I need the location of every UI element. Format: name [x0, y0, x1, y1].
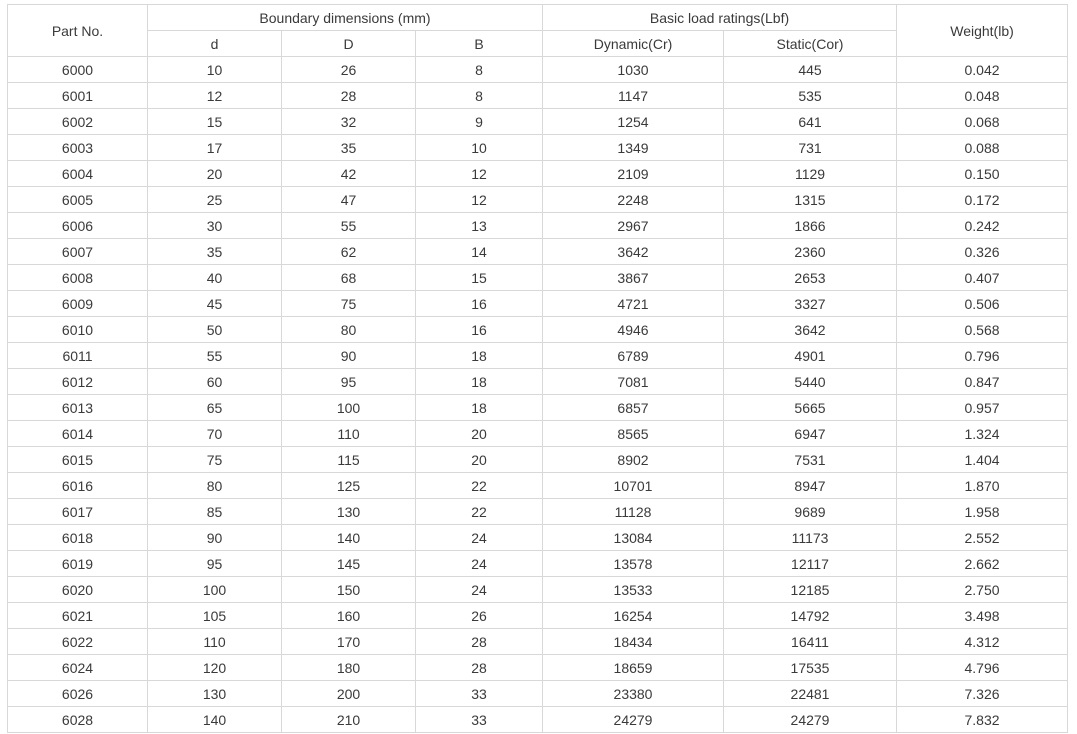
cell-dynamic: 1030 — [543, 57, 724, 83]
cell-dynamic: 1254 — [543, 109, 724, 135]
cell-d: 85 — [148, 499, 282, 525]
cell-static: 1129 — [724, 161, 897, 187]
cell-D: 55 — [282, 213, 416, 239]
cell-B: 28 — [416, 655, 543, 681]
cell-static: 7531 — [724, 447, 897, 473]
cell-weight: 1.958 — [897, 499, 1068, 525]
header-boundary-dimensions: Boundary dimensions (mm) — [148, 5, 543, 31]
cell-part-no: 6017 — [8, 499, 148, 525]
cell-D: 68 — [282, 265, 416, 291]
cell-static: 641 — [724, 109, 897, 135]
cell-weight: 0.150 — [897, 161, 1068, 187]
cell-d: 50 — [148, 317, 282, 343]
cell-weight: 0.957 — [897, 395, 1068, 421]
table-row — [8, 655, 1068, 681]
cell-part-no: 6021 — [8, 603, 148, 629]
cell-d: 55 — [148, 343, 282, 369]
cell-part-no: 6012 — [8, 369, 148, 395]
cell-d: 100 — [148, 577, 282, 603]
cell-static: 445 — [724, 57, 897, 83]
cell-part-no: 6003 — [8, 135, 148, 161]
table-row — [8, 265, 1068, 291]
cell-d: 80 — [148, 473, 282, 499]
cell-dynamic: 18434 — [543, 629, 724, 655]
cell-D: 95 — [282, 369, 416, 395]
header-dynamic: Dynamic(Cr) — [543, 31, 724, 57]
cell-D: 180 — [282, 655, 416, 681]
cell-B: 20 — [416, 447, 543, 473]
cell-D: 47 — [282, 187, 416, 213]
cell-d: 110 — [148, 629, 282, 655]
cell-d: 90 — [148, 525, 282, 551]
cell-dynamic: 4721 — [543, 291, 724, 317]
header-d: d — [148, 31, 282, 57]
cell-dynamic: 10701 — [543, 473, 724, 499]
cell-B: 12 — [416, 161, 543, 187]
cell-dynamic: 2248 — [543, 187, 724, 213]
cell-dynamic: 23380 — [543, 681, 724, 707]
cell-D: 62 — [282, 239, 416, 265]
cell-d: 60 — [148, 369, 282, 395]
cell-B: 10 — [416, 135, 543, 161]
cell-dynamic: 11128 — [543, 499, 724, 525]
cell-weight: 7.326 — [897, 681, 1068, 707]
cell-D: 42 — [282, 161, 416, 187]
cell-static: 4901 — [724, 343, 897, 369]
cell-weight: 0.088 — [897, 135, 1068, 161]
cell-weight: 1.870 — [897, 473, 1068, 499]
cell-D: 125 — [282, 473, 416, 499]
cell-dynamic: 13084 — [543, 525, 724, 551]
cell-B: 33 — [416, 707, 543, 733]
cell-B: 24 — [416, 577, 543, 603]
cell-dynamic: 1147 — [543, 83, 724, 109]
cell-B: 33 — [416, 681, 543, 707]
cell-weight: 0.242 — [897, 213, 1068, 239]
table-row — [8, 161, 1068, 187]
table-row — [8, 499, 1068, 525]
cell-d: 35 — [148, 239, 282, 265]
cell-D: 110 — [282, 421, 416, 447]
cell-dynamic: 18659 — [543, 655, 724, 681]
cell-D: 160 — [282, 603, 416, 629]
cell-part-no: 6015 — [8, 447, 148, 473]
cell-static: 11173 — [724, 525, 897, 551]
cell-B: 16 — [416, 317, 543, 343]
header-B: B — [416, 31, 543, 57]
cell-B: 12 — [416, 187, 543, 213]
cell-d: 130 — [148, 681, 282, 707]
cell-D: 28 — [282, 83, 416, 109]
cell-part-no: 6013 — [8, 395, 148, 421]
cell-weight: 0.568 — [897, 317, 1068, 343]
cell-weight: 4.796 — [897, 655, 1068, 681]
cell-weight: 0.068 — [897, 109, 1068, 135]
cell-D: 90 — [282, 343, 416, 369]
cell-static: 8947 — [724, 473, 897, 499]
table-header — [8, 5, 1068, 57]
cell-weight: 2.662 — [897, 551, 1068, 577]
table-row — [8, 681, 1068, 707]
cell-D: 130 — [282, 499, 416, 525]
cell-part-no: 6009 — [8, 291, 148, 317]
cell-B: 15 — [416, 265, 543, 291]
cell-B: 18 — [416, 343, 543, 369]
cell-D: 32 — [282, 109, 416, 135]
cell-dynamic: 3867 — [543, 265, 724, 291]
cell-D: 35 — [282, 135, 416, 161]
table-row — [8, 57, 1068, 83]
cell-B: 9 — [416, 109, 543, 135]
table-row — [8, 551, 1068, 577]
cell-B: 22 — [416, 473, 543, 499]
cell-dynamic: 8565 — [543, 421, 724, 447]
cell-d: 95 — [148, 551, 282, 577]
cell-weight: 7.832 — [897, 707, 1068, 733]
cell-part-no: 6004 — [8, 161, 148, 187]
header-weight: Weight(lb) — [897, 5, 1068, 57]
header-D: D — [282, 31, 416, 57]
cell-d: 40 — [148, 265, 282, 291]
table-row — [8, 83, 1068, 109]
cell-static: 9689 — [724, 499, 897, 525]
table-row — [8, 707, 1068, 733]
cell-part-no: 6007 — [8, 239, 148, 265]
table-row — [8, 135, 1068, 161]
cell-D: 80 — [282, 317, 416, 343]
cell-static: 16411 — [724, 629, 897, 655]
cell-D: 210 — [282, 707, 416, 733]
table-row — [8, 421, 1068, 447]
cell-d: 10 — [148, 57, 282, 83]
cell-dynamic: 2967 — [543, 213, 724, 239]
cell-D: 150 — [282, 577, 416, 603]
table-row — [8, 629, 1068, 655]
cell-weight: 0.506 — [897, 291, 1068, 317]
table-row — [8, 577, 1068, 603]
cell-B: 13 — [416, 213, 543, 239]
cell-B: 14 — [416, 239, 543, 265]
cell-dynamic: 16254 — [543, 603, 724, 629]
table-row — [8, 213, 1068, 239]
cell-d: 140 — [148, 707, 282, 733]
cell-weight: 0.407 — [897, 265, 1068, 291]
cell-D: 200 — [282, 681, 416, 707]
cell-weight: 3.498 — [897, 603, 1068, 629]
cell-part-no: 6005 — [8, 187, 148, 213]
cell-D: 115 — [282, 447, 416, 473]
cell-part-no: 6011 — [8, 343, 148, 369]
cell-d: 15 — [148, 109, 282, 135]
cell-d: 12 — [148, 83, 282, 109]
header-part-no: Part No. — [8, 5, 148, 57]
cell-d: 45 — [148, 291, 282, 317]
table-row — [8, 291, 1068, 317]
cell-static: 22481 — [724, 681, 897, 707]
header-static: Static(Cor) — [724, 31, 897, 57]
cell-part-no: 6002 — [8, 109, 148, 135]
cell-B: 8 — [416, 57, 543, 83]
table-row — [8, 343, 1068, 369]
cell-d: 120 — [148, 655, 282, 681]
cell-dynamic: 7081 — [543, 369, 724, 395]
cell-static: 5665 — [724, 395, 897, 421]
cell-part-no: 6008 — [8, 265, 148, 291]
cell-static: 6947 — [724, 421, 897, 447]
table-row — [8, 447, 1068, 473]
cell-B: 18 — [416, 395, 543, 421]
table-row — [8, 603, 1068, 629]
cell-part-no: 6019 — [8, 551, 148, 577]
cell-dynamic: 1349 — [543, 135, 724, 161]
header-load-ratings: Basic load ratings(Lbf) — [543, 5, 897, 31]
cell-static: 2360 — [724, 239, 897, 265]
cell-weight: 4.312 — [897, 629, 1068, 655]
cell-part-no: 6010 — [8, 317, 148, 343]
cell-B: 26 — [416, 603, 543, 629]
table-row — [8, 525, 1068, 551]
cell-static: 1866 — [724, 213, 897, 239]
cell-B: 24 — [416, 551, 543, 577]
cell-part-no: 6024 — [8, 655, 148, 681]
cell-D: 75 — [282, 291, 416, 317]
cell-static: 2653 — [724, 265, 897, 291]
cell-part-no: 6000 — [8, 57, 148, 83]
cell-part-no: 6028 — [8, 707, 148, 733]
cell-d: 25 — [148, 187, 282, 213]
table-row — [8, 187, 1068, 213]
cell-d: 75 — [148, 447, 282, 473]
cell-weight: 0.048 — [897, 83, 1068, 109]
table-row — [8, 317, 1068, 343]
cell-dynamic: 6789 — [543, 343, 724, 369]
cell-part-no: 6022 — [8, 629, 148, 655]
cell-weight: 0.847 — [897, 369, 1068, 395]
cell-weight: 0.796 — [897, 343, 1068, 369]
cell-d: 20 — [148, 161, 282, 187]
cell-static: 535 — [724, 83, 897, 109]
cell-part-no: 6001 — [8, 83, 148, 109]
cell-D: 140 — [282, 525, 416, 551]
table-row — [8, 239, 1068, 265]
cell-B: 22 — [416, 499, 543, 525]
cell-B: 18 — [416, 369, 543, 395]
cell-D: 145 — [282, 551, 416, 577]
cell-dynamic: 2109 — [543, 161, 724, 187]
table-row — [8, 395, 1068, 421]
cell-D: 170 — [282, 629, 416, 655]
cell-static: 24279 — [724, 707, 897, 733]
cell-static: 731 — [724, 135, 897, 161]
cell-static: 12117 — [724, 551, 897, 577]
cell-dynamic: 6857 — [543, 395, 724, 421]
cell-dynamic: 24279 — [543, 707, 724, 733]
cell-B: 8 — [416, 83, 543, 109]
cell-part-no: 6016 — [8, 473, 148, 499]
table-row — [8, 369, 1068, 395]
cell-static: 17535 — [724, 655, 897, 681]
cell-dynamic: 13578 — [543, 551, 724, 577]
cell-part-no: 6006 — [8, 213, 148, 239]
table-row — [8, 473, 1068, 499]
cell-D: 26 — [282, 57, 416, 83]
cell-B: 16 — [416, 291, 543, 317]
cell-static: 12185 — [724, 577, 897, 603]
header-row-top — [8, 5, 1068, 31]
cell-weight: 2.750 — [897, 577, 1068, 603]
cell-static: 5440 — [724, 369, 897, 395]
cell-part-no: 6018 — [8, 525, 148, 551]
cell-d: 105 — [148, 603, 282, 629]
cell-static: 3327 — [724, 291, 897, 317]
cell-weight: 0.042 — [897, 57, 1068, 83]
cell-weight: 1.404 — [897, 447, 1068, 473]
cell-D: 100 — [282, 395, 416, 421]
cell-dynamic: 13533 — [543, 577, 724, 603]
cell-static: 1315 — [724, 187, 897, 213]
cell-B: 20 — [416, 421, 543, 447]
cell-static: 14792 — [724, 603, 897, 629]
table-body — [8, 57, 1068, 733]
cell-d: 65 — [148, 395, 282, 421]
bearing-spec-table — [7, 4, 1068, 733]
cell-static: 3642 — [724, 317, 897, 343]
cell-dynamic: 8902 — [543, 447, 724, 473]
cell-part-no: 6014 — [8, 421, 148, 447]
cell-B: 28 — [416, 629, 543, 655]
cell-weight: 0.326 — [897, 239, 1068, 265]
cell-d: 30 — [148, 213, 282, 239]
cell-dynamic: 3642 — [543, 239, 724, 265]
cell-part-no: 6026 — [8, 681, 148, 707]
cell-weight: 0.172 — [897, 187, 1068, 213]
cell-weight: 2.552 — [897, 525, 1068, 551]
cell-d: 17 — [148, 135, 282, 161]
cell-weight: 1.324 — [897, 421, 1068, 447]
cell-d: 70 — [148, 421, 282, 447]
cell-part-no: 6020 — [8, 577, 148, 603]
cell-B: 24 — [416, 525, 543, 551]
table-row — [8, 109, 1068, 135]
cell-dynamic: 4946 — [543, 317, 724, 343]
